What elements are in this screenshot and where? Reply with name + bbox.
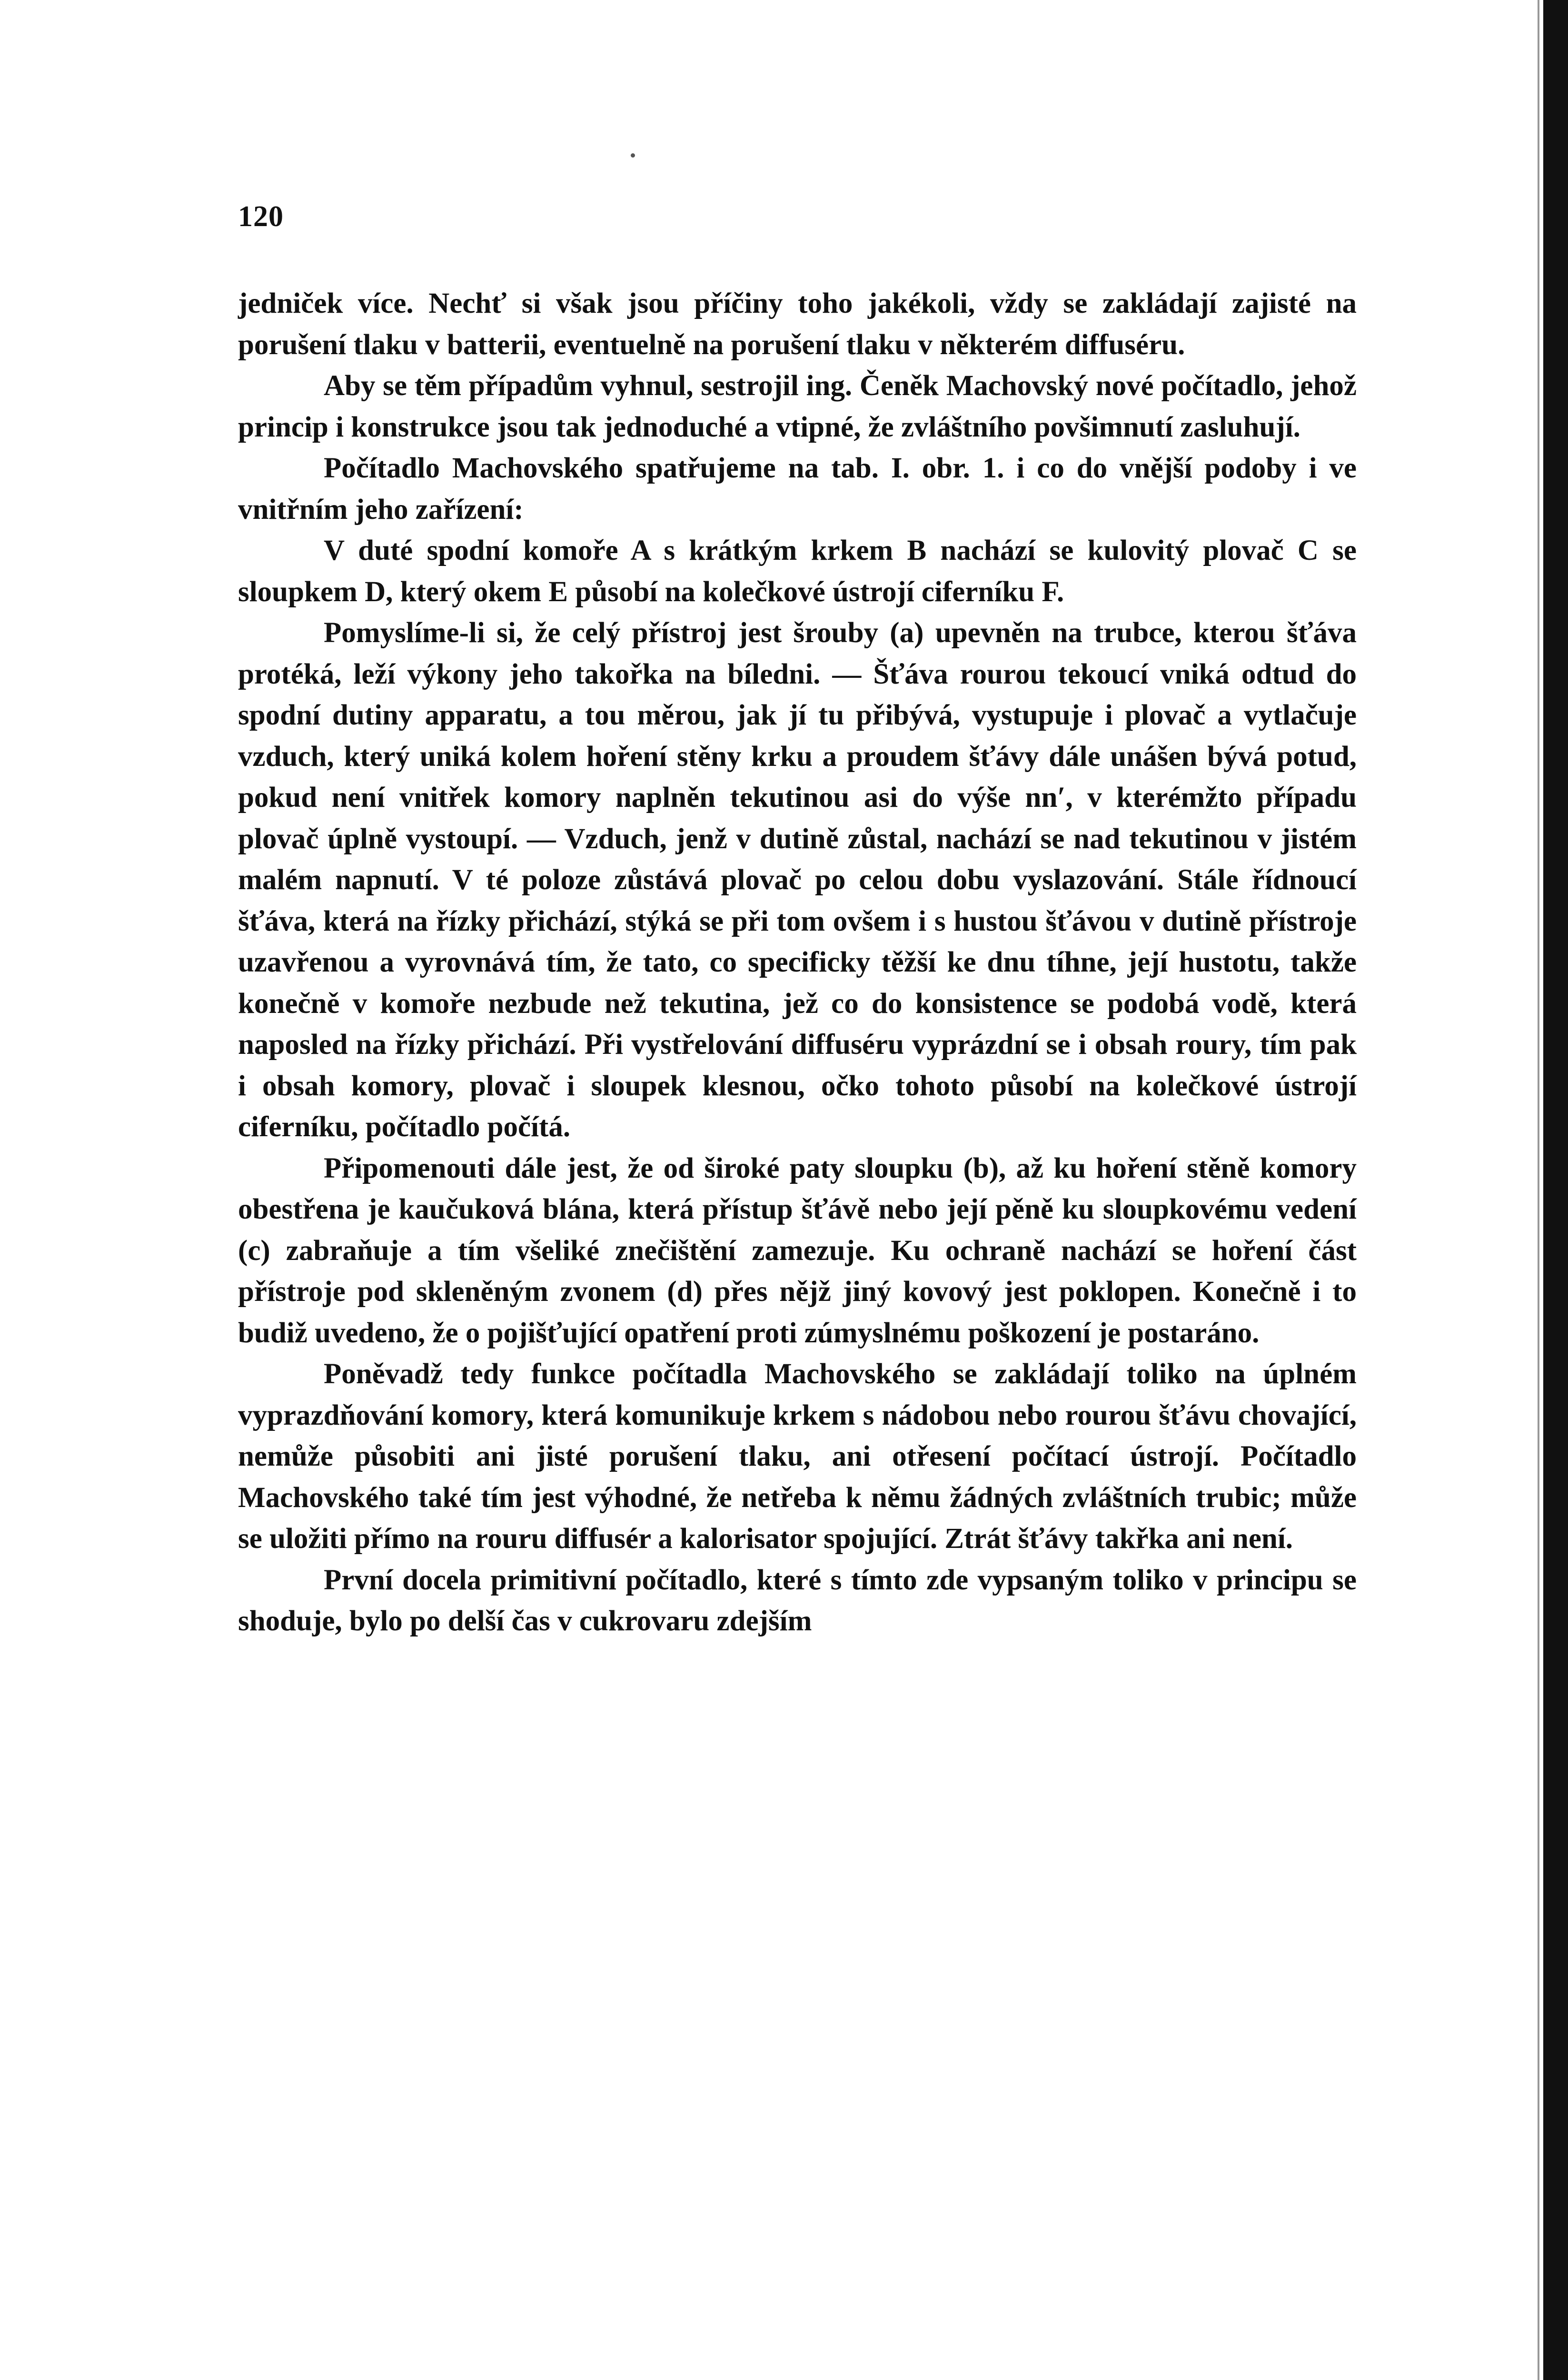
paragraph-1: jedniček více. Nechť si však jsou příčiny toho jakékoli, vždy se zakládají zajisté na porušení tlaku v batterii, eventuelně na porušení tlaku v některém diffuséru. [238, 288, 1357, 361]
page-number: 120 [238, 200, 284, 233]
scan-edge-shadow [1538, 0, 1539, 2380]
paragraph-5: Pomyslíme-li si, že celý přístroj jest šrouby (a) upevněn na trubce, kterou šťáva protéká, leží výkony jeho takořka na bíledni. — Šťáva rourou tekoucí vniká odtud do spodní dutiny apparatu, a tou měrou, jak jí tu přibývá, vystupuje i plovač a vytlačuje vzduch, který uniká kolem hoření stěny krku a proudem šťávy dále unášen bývá potud, pokud není vnitřek komory naplněn tekutinou asi do výše nn′, v kterémžto případu plovač úplně vystoupí. — Vzduch, jenž v dutině zůstal, nachází se nad tekutinou v jistém malém napnutí. V té poloze zůstává plovač po celou dobu vyslazování. Stále řídnoucí šťáva, která na řízky přichází, stýká se při tom ovšem i s hustou šťávou v dutině přístroje uzavřenou a vyrovnává tím, že tato, co specificky těžší ke dnu tíhne, její hustotu, takže konečně v komoře nezbude než tekutina, jež co do konsistence se podobá vodě, která naposled na řízky přichází. Při vystřelování diffuséru vyprázdní se i obsah roury, tím pak i obsah komory, plovač i sloupek klesnou, očko tohoto působí na kolečkové ústrojí ciferníku, počítadlo počítá. [238, 617, 1357, 1143]
paragraph-3: Počítadlo Machovského spatřujeme na tab. I. obr. 1. i co do vnější podoby i ve vnitřním jeho zařízení: [238, 452, 1357, 526]
paragraph-8: První docela primitivní počítadlo, které s tímto zde vypsaným toliko v principu se shoduje, bylo po delší čas v cukrovaru zdejším [238, 1564, 1357, 1637]
paragraph-7: Poněvadž tedy funkce počítadla Machovského se zakládají toliko na úplném vyprazdňování komory, která komunikuje krkem s nádobou nebo rourou šťávu chovající, nemůže působiti ani jisté porušení tlaku, ani otřesení počítací ústrojí. Počítadlo Machovského také tím jest výhodné, že netřeba k němu žádných zvláštních trubic; může se uložiti přímo na rouru diffusér a kalorisator spojující. Ztrát šťávy takřka ani není. [238, 1358, 1357, 1555]
scan-dust-speck [631, 153, 635, 158]
scan-page-edge [1543, 0, 1568, 2380]
body-text [238, 283, 1357, 1642]
paragraph-6: Připomenouti dále jest, že od široké paty sloupku (b), až ku hoření stěně komory obestřena je kaučuková blána, která přístup šťávě nebo její pěně ku sloupkovému vedení (c) zabraňuje a tím všeliké znečištění zamezuje. Ku ochraně nachází se hoření část přístroje pod skleněným zvonem (d) přes nějž jiný kovový jest poklopen. Konečně i to budiž uvedeno, že o pojišťující opatření proti zúmyslnému poškození je postaráno. [238, 1152, 1357, 1349]
paragraph-2: Aby se těm případům vyhnul, sestrojil ing. Čeněk Machovský nové počítadlo, jehož princip i konstrukce jsou tak jednoduché a vtipné, že zvláštního povšimnutí zasluhují. [238, 370, 1357, 443]
paragraph-4: V duté spodní komoře A s krátkým krkem B nachází se kulovitý plovač C se sloupkem D, který okem E působí na kolečkové ústrojí ciferníku F. [238, 535, 1357, 608]
